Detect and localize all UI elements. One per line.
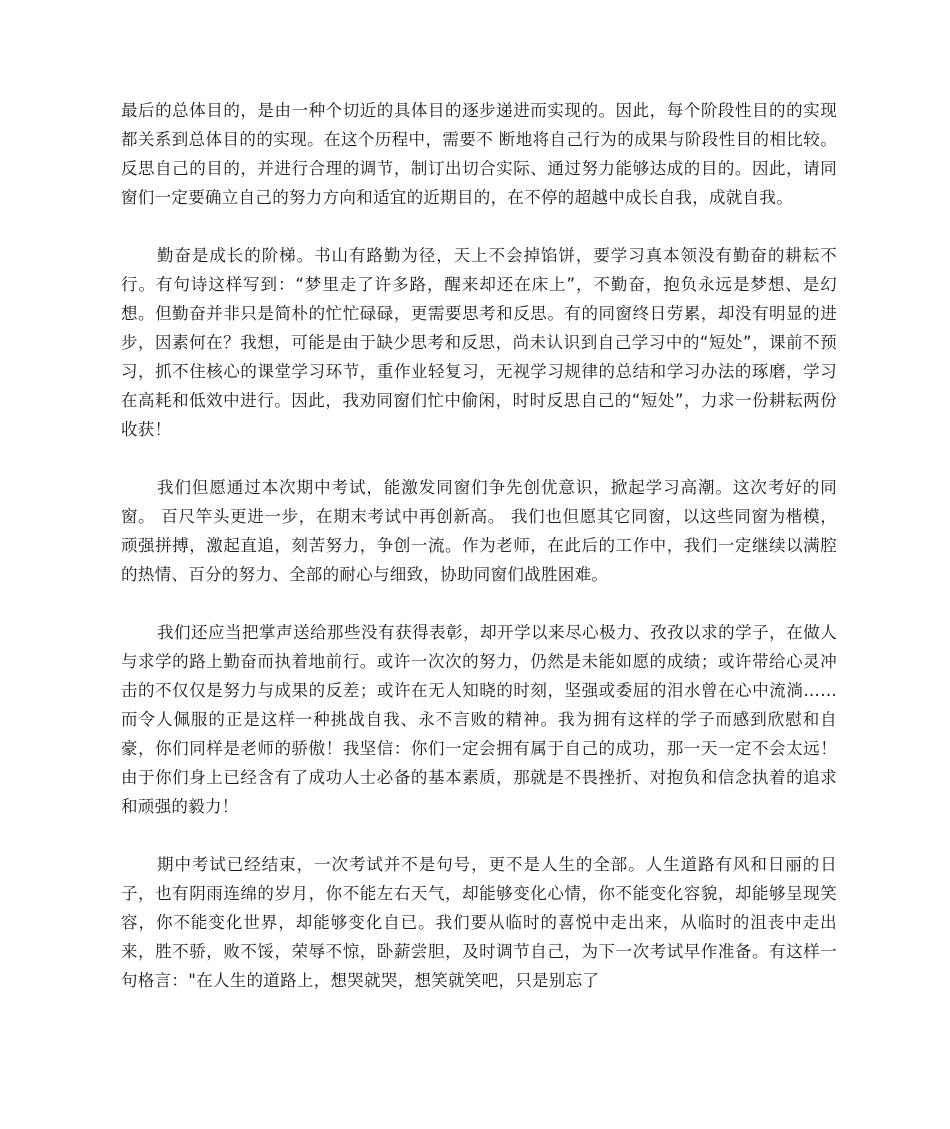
paragraph-1: 最后的总体目的，是由一种个切近的具体目的逐步递进而实现的。因此，每个阶段性目的的实现都关系到总体目的的实现。在这个历程中，需要不 断地将自己行为的成果与阶段性目的相比较。反思自己的目的，并进行合理的调节，制订出切合实际、通过努力能够达成的目的。因此，请同窗们一定要确立自己的努力方向和适宜的近期目的，在不停的超越中成长自我，成就自我。 (121, 101, 837, 207)
paragraph-5: 期中考试已经结束，一次考试并不是句号，更不是人生的全部。人生道路有风和日丽的日子，也有阴雨连绵的岁月，你不能左右天气，却能够变化心情，你不能变化容貌，却能够呈现笑容，你不能变化世界，却能够变化自已。我们要从临时的喜悦中走出来，从临时的沮丧中走出来，胜不骄，败不馁，荣辱不惊，卧薪尝胆，及时调节自己，为下一次考试早作准备。有这样一句格言："在人生的道路上，想哭就哭，想笑就笑吧，只是别忘了 (121, 855, 837, 990)
paragraph-2: 勤奋是成长的阶梯。书山有路勤为径，天上不会掉馅饼，要学习真本领没有勤奋的耕耘不行。有句诗这样写到：“梦里走了许多路，醒来却还在床上”，不勤奋，抱负永远是梦想、是幻想。但勤奋并非只是简朴的忙忙碌碌，更需要思考和反思。有的同窗终日劳累，却没有明显的进步，因素何在？我想，可能是由于缺少思考和反思，尚未认识到自己学习中的“短处”，课前不预习，抓不住核心的课堂学习环节，重作业轻复习，无视学习规律的总结和学习办法的琢磨，学习在高耗和低效中进行。因此，我劝同窗们忙中偷闲，时时反思自己的“短处”，力求一份耕耘两份收获！ (121, 246, 837, 439)
paragraph-4: 我们还应当把掌声送给那些没有获得表彰，却开学以来尽心极力、孜孜以求的学子，在做人与求学的路上勤奋而执着地前行。或许一次次的努力，仍然是未能如愿的成绩；或许带给心灵冲击的不仅仅是努力与成果的反差；或许在无人知晓的时刻，坚强或委屈的泪水曾在心中流淌……而令人佩服的正是这样一种挑战自我、永不言败的精神。我为拥有这样的学子而感到欣慰和自豪，你们同样是老师的骄傲！我坚信：你们一定会拥有属于自己的成功，那一天一定不会太远！由于你们身上已经含有了成功人士必备的基本素质，那就是不畏挫折、对抱负和信念执着的追求和顽强的毅力！ (121, 623, 837, 816)
document-body (121, 96, 837, 1024)
paragraph-3: 我们但愿通过本次期中考试，能激发同窗们争先创优意识，掀起学习高潮。这次考好的同窗。 百尺竿头更进一步，在期末考试中再创新高。 我们也但愿其它同窗，以这些同窗为楷模，顽强拼搏，激起直追，刻苦努力，争创一流。作为老师，在此后的工作中，我们一定继续以满腔的热情、百分的努力、全部的耐心与细致，协助同窗们战胜困难。 (121, 478, 837, 584)
